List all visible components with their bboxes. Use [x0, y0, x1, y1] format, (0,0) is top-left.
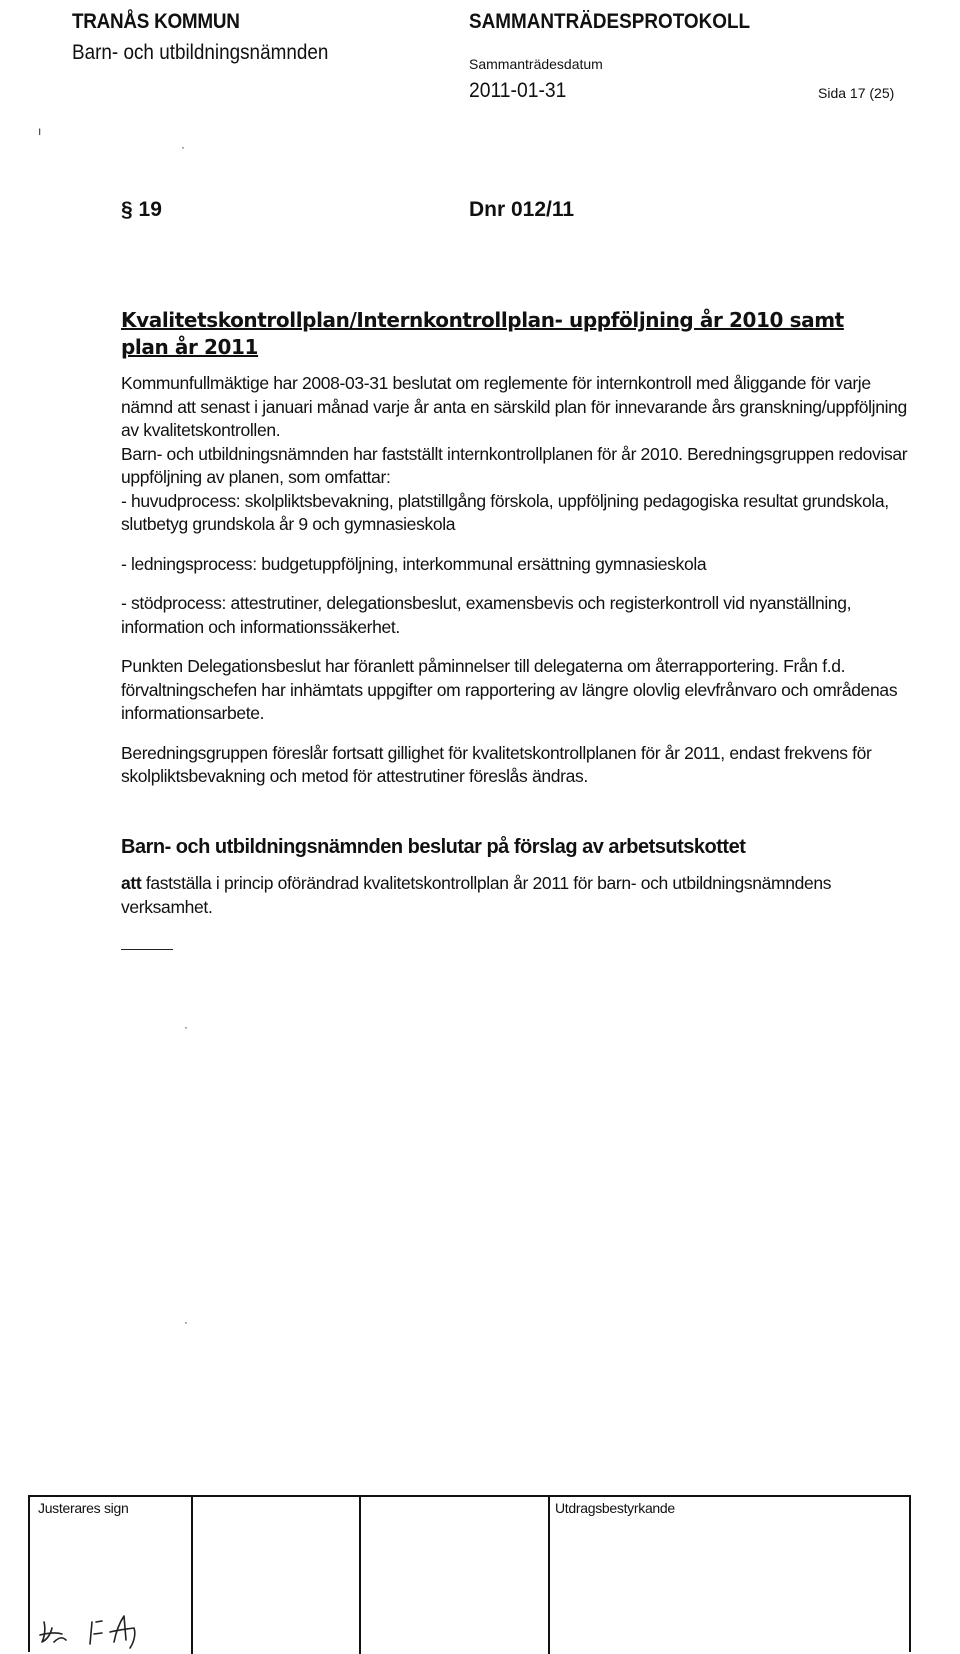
- decision-lead: att: [121, 873, 142, 893]
- page-number: Sida 17 (25): [818, 85, 895, 101]
- organization-name: TRANÅS KOMMUN: [72, 10, 240, 33]
- body-text: [121, 372, 921, 789]
- meeting-date: 2011-01-31: [469, 79, 567, 102]
- footer-divider: [548, 1495, 550, 1654]
- scan-mark: ·: [184, 1020, 188, 1034]
- diary-number: Dnr 012/11: [469, 198, 575, 221]
- extract-certified-label: Utdragsbestyrkande: [555, 1500, 675, 1516]
- date-label: Sammanträdesdatum: [469, 56, 603, 72]
- paragraph-proposal: Beredningsgruppen föreslår fortsatt gillighet för kvalitetskontrollplanen för år 2011, endast frekvens för skolpliktsbevakning och metod för attestrutiner föreslås ändras.: [121, 742, 872, 786]
- paragraph-background: Kommunfullmäktige har 2008-03-31 beslutat om reglemente för internkontroll med åliggande för varje nämnd att senast i januari månad varje år anta en särskild plan för innevarande års granskning/uppföljning av kvalitetskontrollen.: [121, 373, 907, 440]
- end-rule: [121, 949, 173, 950]
- paragraph-status: Barn- och utbildningsnämnden har fastställt internkontrollplanen för år 2010. Beredningsgruppen redovisar uppföljning av planen, som omfattar:: [121, 443, 908, 487]
- document-type: SAMMANTRÄDESPROTOKOLL: [469, 10, 751, 33]
- scan-mark: ı: [38, 124, 42, 138]
- decision-body: fastställa i princip oförändrad kvalitetskontrollplan år 2011 för barn- och utbildningsnämndens verksamhet.: [121, 873, 832, 917]
- decision-text: [121, 871, 921, 919]
- scan-mark: ·: [184, 1315, 188, 1329]
- list-item-support-process: - stödprocess: attestrutiner, delegationsbeslut, examensbevis och registerkontroll vid nyanställning, information och informationssäkerhet.: [121, 593, 852, 637]
- list-item-main-process: - huvudprocess: skolpliktsbevakning, platstillgång förskola, uppföljning pedagogiska resultat grundskola, slutbetyg grundskola år 9 och gymnasieskola: [121, 490, 889, 534]
- initials-label: Justerares sign: [38, 1500, 129, 1516]
- footer-divider: [359, 1495, 361, 1654]
- handwritten-signature: [34, 1602, 164, 1650]
- committee-name: Barn- och utbildningsnämnden: [72, 41, 329, 64]
- paragraph-delegation: Punkten Delegationsbeslut har föranlett påminnelser till delegaterna om återrapportering. Från f.d. förvaltningschefen har inhämtats uppgifter om rapportering av längre olovlig elevfrånvaro och områdenas informationsarbete.: [121, 656, 898, 723]
- scan-mark: ·: [181, 140, 185, 154]
- list-item-management-process: - ledningsprocess: budgetuppföljning, interkommunal ersättning gymnasieskola: [121, 553, 707, 574]
- footer-divider: [191, 1495, 193, 1654]
- section-subject: Kvalitetskontrollplan/Internkontrollplan- uppföljning år 2010 samt plan år 2011: [121, 308, 844, 359]
- section-number: § 19: [121, 198, 162, 221]
- decision-heading: Barn- och utbildningsnämnden beslutar på förslag av arbetsutskottet: [121, 836, 746, 858]
